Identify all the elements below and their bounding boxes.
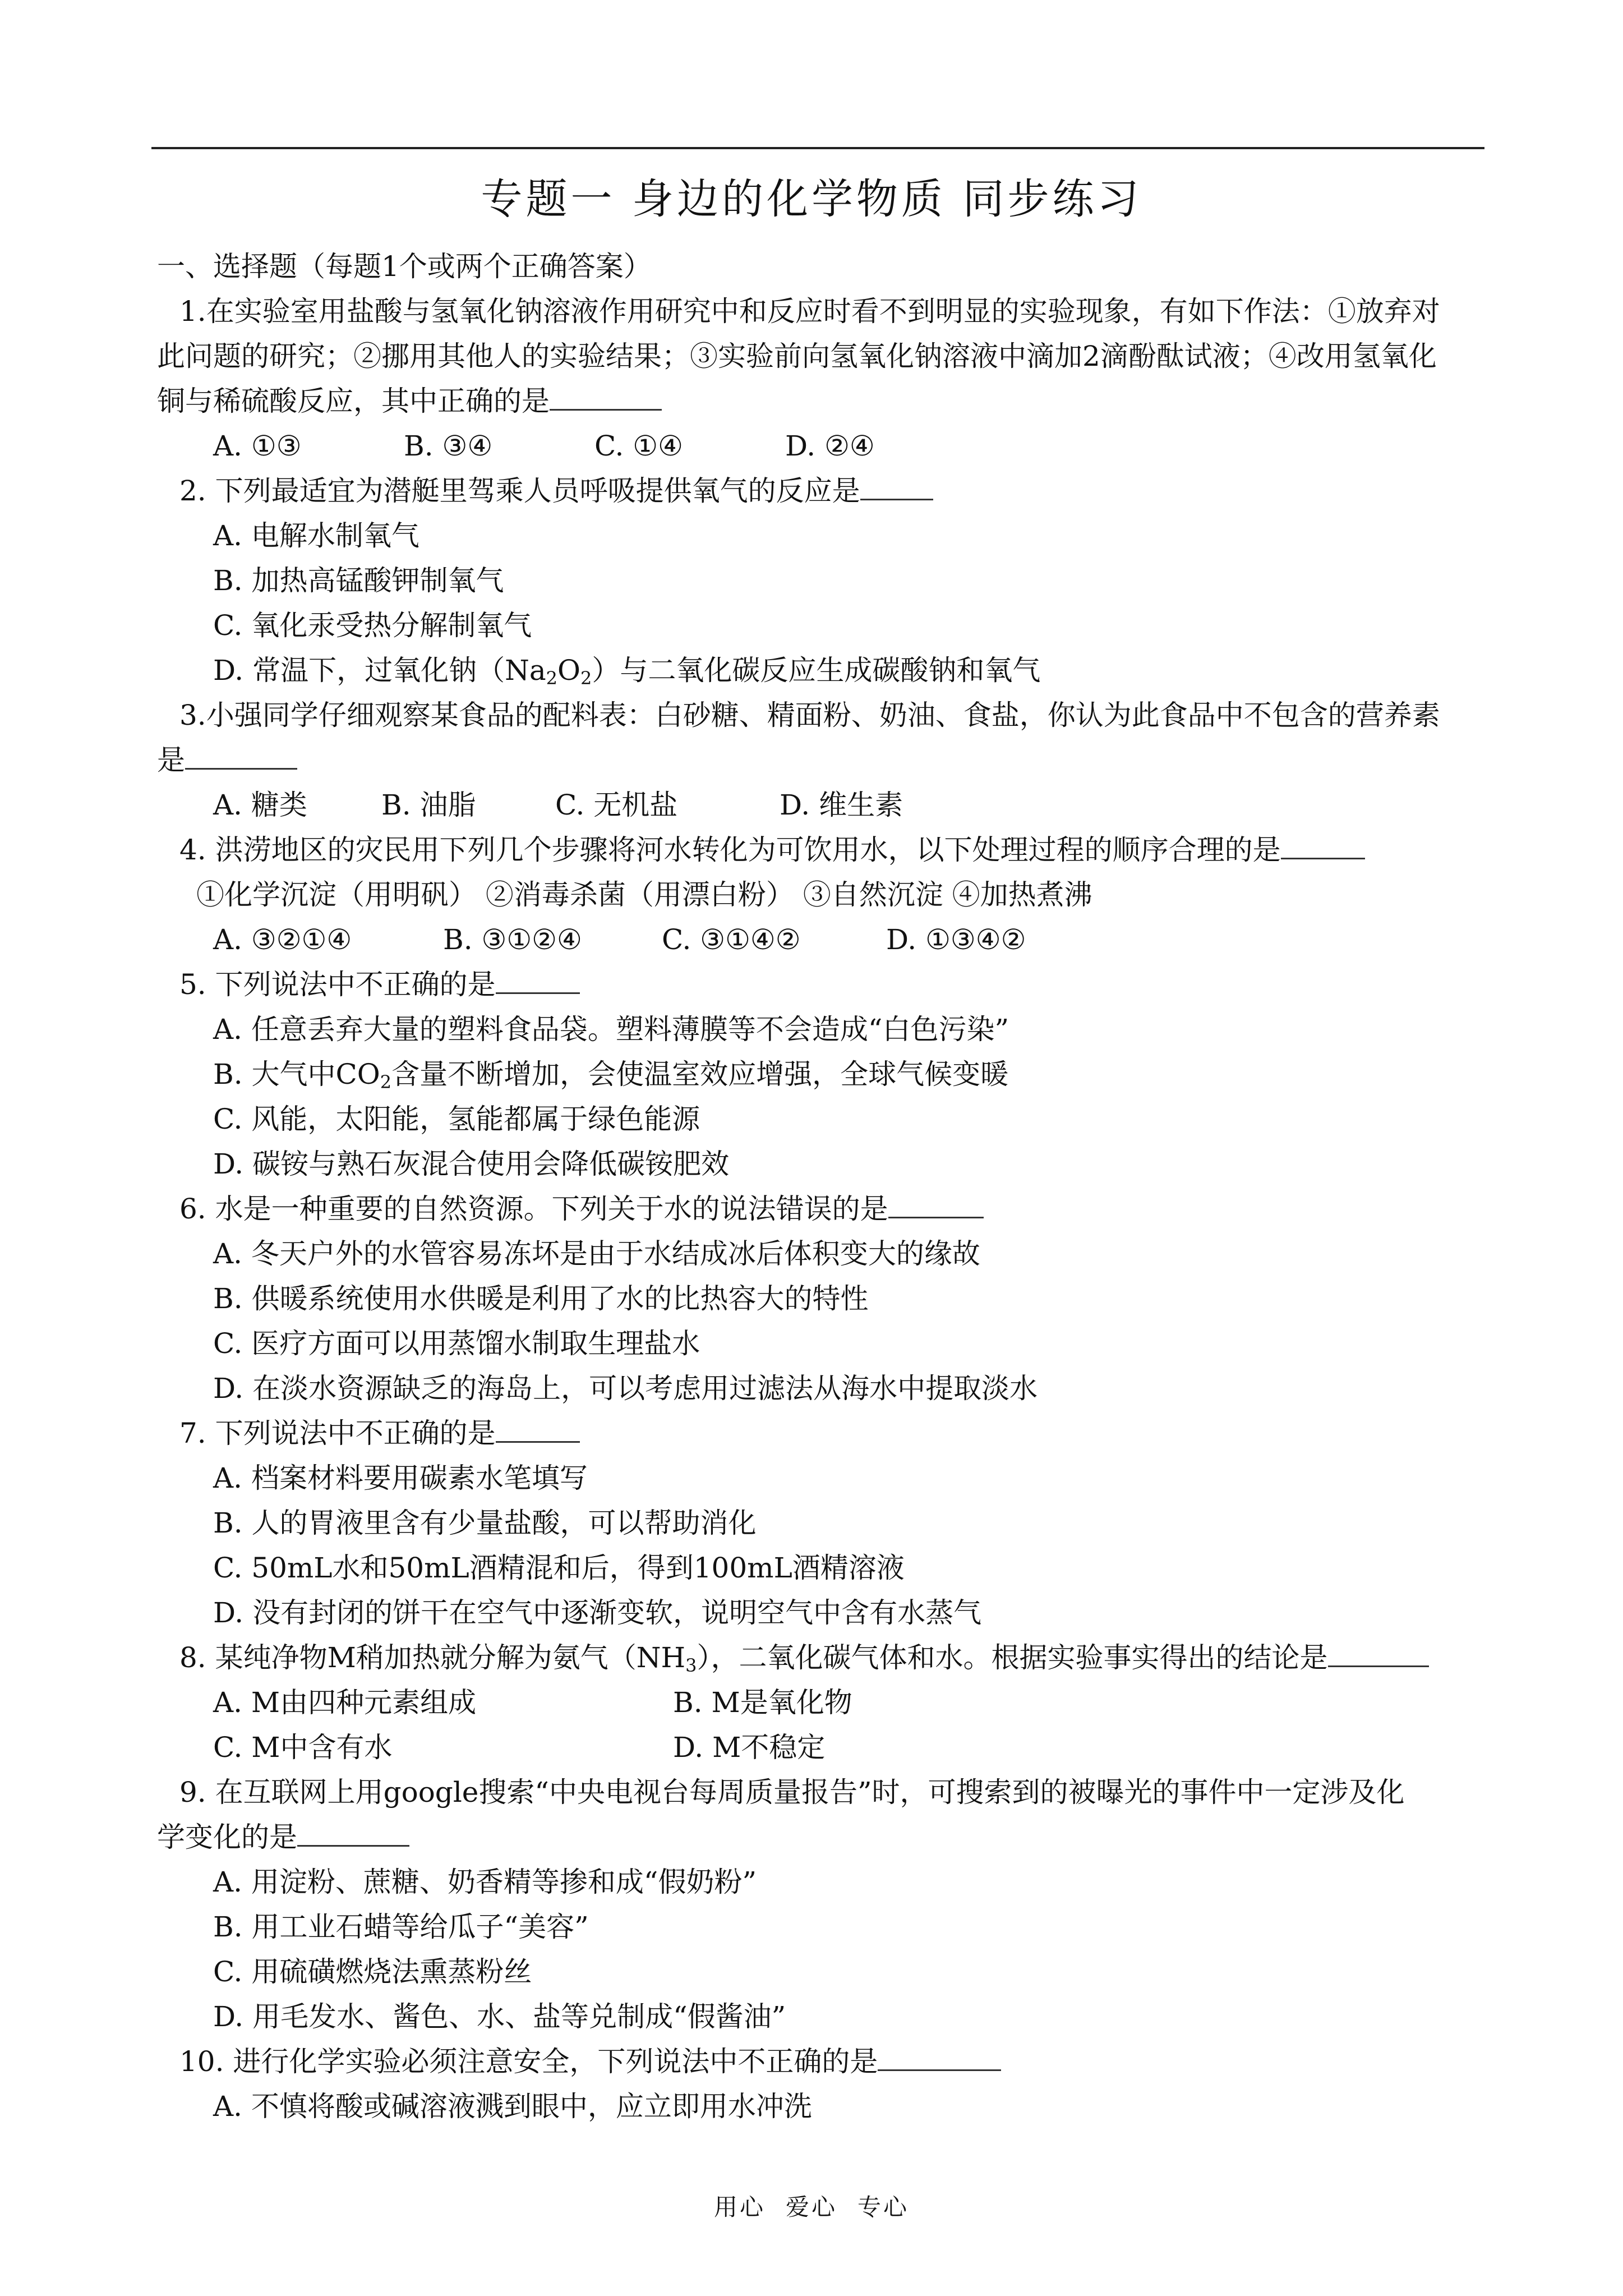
q5-stem xyxy=(157,962,1481,1007)
document-body xyxy=(157,244,1481,2129)
q4-stem xyxy=(157,827,1481,872)
q3-line-1: 3.小强同学仔细观察某食品的配料表：白砂糖、精面粉、奶油、食盐，你认为此食品中不包含的营养素 xyxy=(179,699,1440,731)
q3-options xyxy=(157,783,1481,827)
subscript: 2 xyxy=(580,668,592,689)
q7-option-c: C. 50mL水和50mL酒精混和后，得到100mL酒精溶液 xyxy=(213,1552,905,1584)
q2-stem xyxy=(157,468,1481,513)
q1-option-a: A. ①③ xyxy=(213,430,302,462)
q2-d-part: ）与二氧化碳反应生成碳酸钠和氧气 xyxy=(592,654,1041,687)
q3-line-2 xyxy=(157,738,1481,783)
answer-blank xyxy=(878,2045,1001,2071)
q2-d-part: D. 常温下，过氧化钠（Na xyxy=(213,654,546,687)
q6-stem xyxy=(157,1186,1481,1231)
q2-option-b: B. 加热高锰酸钾制氧气 xyxy=(213,564,504,597)
q1-line-1: 1.在实验室用盐酸与氢氧化钠溶液作用研究中和反应时看不到明显的实验现象，有如下作法：①放弃对 xyxy=(179,295,1440,328)
subscript: 2 xyxy=(546,668,558,689)
q6-option-a: A. 冬天户外的水管容易冻坏是由于水结成冰后体积变大的缘故 xyxy=(213,1237,980,1270)
q9-option-a: A. 用淀粉、蔗糖、奶香精等掺和成“假奶粉” xyxy=(213,1866,757,1898)
q2-option-a: A. 电解水制氧气 xyxy=(213,519,419,552)
q8-option-b: B. M是氧化物 xyxy=(673,1686,852,1719)
answer-blank xyxy=(1328,1641,1429,1667)
answer-blank xyxy=(496,1416,580,1443)
q10-stem xyxy=(157,2039,1481,2084)
q1-option-c: C. ①④ xyxy=(594,430,683,462)
q5-stem-text: 5. 下列说法中不正确的是 xyxy=(179,968,496,1001)
q6-option-c: C. 医疗方面可以用蒸馏水制取生理盐水 xyxy=(213,1327,700,1360)
q7-option-a: A. 档案材料要用碳素水笔填写 xyxy=(213,1462,588,1494)
subscript: 2 xyxy=(380,1071,392,1093)
section-heading: 一、选择题（每题1个或两个正确答案） xyxy=(157,250,652,283)
q2-option-d xyxy=(157,648,1481,693)
q7-option-b: B. 人的胃液里含有少量盐酸，可以帮助消化 xyxy=(213,1507,757,1539)
q3-option-b: B. 油脂 xyxy=(381,789,476,821)
q6-stem-text: 6. 水是一种重要的自然资源。下列关于水的说法错误的是 xyxy=(179,1193,888,1225)
q8-stem xyxy=(157,1635,1481,1680)
answer-blank xyxy=(297,1820,409,1847)
q1-options xyxy=(157,424,1481,468)
q8-options-row-2 xyxy=(157,1725,1481,1770)
q4-option-a: A. ③②①④ xyxy=(213,923,352,956)
q4-option-b: B. ③①②④ xyxy=(443,923,582,956)
q10-stem-text: 10. 进行化学实验必须注意安全，下列说法中不正确的是 xyxy=(179,2045,878,2078)
q1-option-b: B. ③④ xyxy=(404,430,493,462)
q6-option-b: B. 供暖系统使用水供暖是利用了水的比热容大的特性 xyxy=(213,1282,869,1315)
q7-option-d: D. 没有封闭的饼干在空气中逐渐变软，说明空气中含有水蒸气 xyxy=(213,1596,982,1629)
q7-stem-text: 7. 下列说法中不正确的是 xyxy=(179,1417,496,1450)
q10-option-a: A. 不慎将酸或碱溶液溅到眼中，应立即用水冲洗 xyxy=(213,2090,812,2123)
q2-option-c: C. 氧化汞受热分解制氧气 xyxy=(213,609,532,642)
q9-stem-end: 学变化的是 xyxy=(157,1821,297,1853)
q9-line-1: 9. 在互联网上用google搜索“中央电视台每周质量报告”时，可搜索到的被曝光的事件中一定涉及化 xyxy=(179,1776,1405,1809)
answer-blank xyxy=(550,384,662,411)
q8-stem-part: ），二氧化碳气体和水。根据实验事实得出的结论是 xyxy=(697,1641,1328,1674)
q3-option-a: A. 糖类 xyxy=(213,789,307,821)
q8-option-a: A. M由四种元素组成 xyxy=(213,1686,477,1719)
q5-option-a: A. 任意丢弃大量的塑料食品袋。塑料薄膜等不会造成“白色污染” xyxy=(213,1013,1009,1046)
footer-word: 爱心 xyxy=(785,2193,837,2221)
q1-stem-end: 铜与稀硫酸反应，其中正确的是 xyxy=(157,385,550,417)
q6-option-d: D. 在淡水资源缺乏的海岛上，可以考虑用过滤法从海水中提取淡水 xyxy=(213,1372,1038,1405)
q8-option-d: D. M不稳定 xyxy=(673,1731,826,1764)
answer-blank xyxy=(185,743,297,770)
q8-stem-part: 8. 某纯净物M稍加热就分解为氨气（NH xyxy=(179,1641,686,1674)
q5-option-d: D. 碳铵与熟石灰混合使用会降低碳铵肥效 xyxy=(213,1148,730,1180)
q2-stem-text: 2. 下列最适宜为潜艇里驾乘人员呼吸提供氧气的反应是 xyxy=(179,475,860,507)
q9-option-b: B. 用工业石蜡等给瓜子“美容” xyxy=(213,1911,589,1943)
q3-option-c: C. 无机盐 xyxy=(555,789,678,821)
q3-stem-end: 是 xyxy=(157,744,185,776)
q8-option-c: C. M中含有水 xyxy=(213,1731,393,1764)
answer-blank xyxy=(860,474,933,500)
q4-option-d: D. ①③④② xyxy=(886,923,1026,956)
q4-stem-text: 4. 洪涝地区的灾民用下列几个步骤将河水转化为可饮用水，以下处理过程的顺序合理的是 xyxy=(179,834,1281,866)
footer-word: 专心 xyxy=(857,2193,910,2221)
q4-option-c: C. ③①④② xyxy=(662,923,801,956)
subscript: 3 xyxy=(685,1655,697,1676)
q5-b-part: 含量不断增加，会使温室效应增强，全球气候变暖 xyxy=(391,1058,1009,1091)
q4-options xyxy=(157,917,1481,962)
q5-b-part: B. 大气中CO xyxy=(213,1058,380,1091)
q4-steps: ①化学沉淀（用明矾） ②消毒杀菌（用漂白粉） ③自然沉淀 ④加热煮沸 xyxy=(196,878,1092,911)
page-title: 专题一 身边的化学物质 同步练习 xyxy=(481,175,1142,223)
q1-line-3 xyxy=(157,379,1481,424)
page-footer xyxy=(0,2191,1623,2224)
answer-blank xyxy=(1281,833,1365,859)
q1-line-2: 此问题的研究；②挪用其他人的实验结果；③实验前向氢氧化钠溶液中滴加2滴酚酞试液；④改用氢氧化 xyxy=(157,340,1437,372)
q9-option-d: D. 用毛发水、酱色、水、盐等兑制成“假酱油” xyxy=(213,2000,786,2033)
q3-option-d: D. 维生素 xyxy=(780,789,903,821)
q2-d-part: O xyxy=(557,654,581,687)
q9-option-c: C. 用硫磺燃烧法熏蒸粉丝 xyxy=(213,1955,532,1988)
q9-line-2 xyxy=(157,1815,1481,1860)
q1-option-d: D. ②④ xyxy=(785,430,875,462)
q7-stem xyxy=(157,1411,1481,1456)
header-rule xyxy=(151,147,1484,149)
q5-option-c: C. 风能，太阳能，氢能都属于绿色能源 xyxy=(213,1103,700,1135)
q5-option-b xyxy=(157,1052,1481,1097)
footer-word: 用心 xyxy=(713,2193,766,2221)
q8-options-row-1 xyxy=(157,1680,1481,1725)
answer-blank xyxy=(496,968,580,994)
answer-blank xyxy=(888,1192,984,1218)
